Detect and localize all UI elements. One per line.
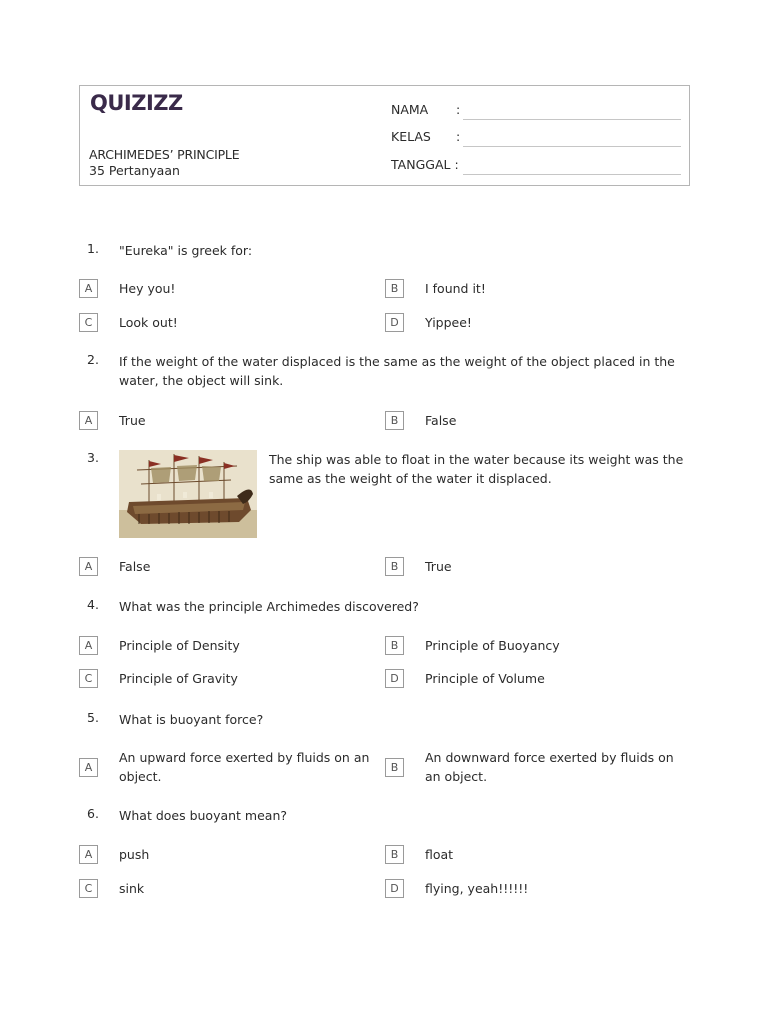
option-letter-box: A <box>79 279 98 298</box>
name-field-line[interactable] <box>463 119 681 120</box>
option-text: float <box>425 847 454 862</box>
question-text: "Eureka" is greek for: <box>119 243 253 258</box>
option-letter-box: A <box>79 411 98 430</box>
question-text: The ship was able to float in the water because its weight was the same as the weight of the water it displaced. <box>269 452 684 486</box>
option-letter-box: B <box>385 279 404 298</box>
option-letter-box: C <box>79 669 98 688</box>
date-field-label: TANGGAL : <box>391 157 459 172</box>
option-letter-box: C <box>79 313 98 332</box>
option-letter-box: D <box>385 313 404 332</box>
worksheet-header <box>79 85 690 186</box>
ship-illustration <box>119 450 257 538</box>
option-letter-box: A <box>79 845 98 864</box>
option-letter-box: B <box>385 411 404 430</box>
option-letter-box: B <box>385 758 404 777</box>
option-letter-box: B <box>385 845 404 864</box>
option-text: An downward force exerted by fluids on an object. <box>425 750 674 784</box>
question-number: 1. <box>87 241 99 256</box>
option-letter-box: C <box>79 879 98 898</box>
option-text: Principle of Volume <box>425 671 545 686</box>
class-field-line[interactable] <box>463 146 681 147</box>
option-letter-box: A <box>79 758 98 777</box>
question-number: 5. <box>87 710 99 725</box>
option-text: flying, yeah!!!!!! <box>425 881 529 896</box>
option-text: sink <box>119 881 145 896</box>
option-text: False <box>119 559 151 574</box>
question-text: What is buoyant force? <box>119 712 264 727</box>
option-text: Look out! <box>119 315 178 330</box>
date-field-line[interactable] <box>463 174 681 175</box>
question-count: 35 Pertanyaan <box>89 163 180 178</box>
option-text: Principle of Gravity <box>119 671 238 686</box>
question-number: 4. <box>87 597 99 612</box>
option-text: Principle of Density <box>119 638 240 653</box>
option-letter-box: D <box>385 879 404 898</box>
option-letter-box: B <box>385 636 404 655</box>
option-text: True <box>119 413 146 428</box>
option-text: Hey you! <box>119 281 176 296</box>
class-field-label: KELAS : <box>391 129 461 144</box>
option-letter-box: B <box>385 557 404 576</box>
option-letter-box: D <box>385 669 404 688</box>
option-text: Principle of Buoyancy <box>425 638 560 653</box>
question-number: 2. <box>87 352 99 367</box>
option-text: An upward force exerted by fluids on an object. <box>119 750 370 784</box>
question-text: What does buoyant mean? <box>119 808 288 823</box>
option-text: I found it! <box>425 281 486 296</box>
question-text: What was the principle Archimedes discovered? <box>119 599 419 614</box>
option-text: True <box>425 559 452 574</box>
option-letter-box: A <box>79 557 98 576</box>
option-letter-box: A <box>79 636 98 655</box>
option-text: push <box>119 847 150 862</box>
quiz-title: ARCHIMEDES’ PRINCIPLE <box>89 147 240 162</box>
name-field-label: NAMA : <box>391 102 461 117</box>
quizizz-logo: QUIZIZZ <box>90 91 183 115</box>
option-text: Yippee! <box>425 315 472 330</box>
question-number: 6. <box>87 806 99 821</box>
question-number: 3. <box>87 450 99 465</box>
question-text: If the weight of the water displaced is the same as the weight of the object placed in the water, the object will sink. <box>119 354 675 388</box>
option-text: False <box>425 413 457 428</box>
